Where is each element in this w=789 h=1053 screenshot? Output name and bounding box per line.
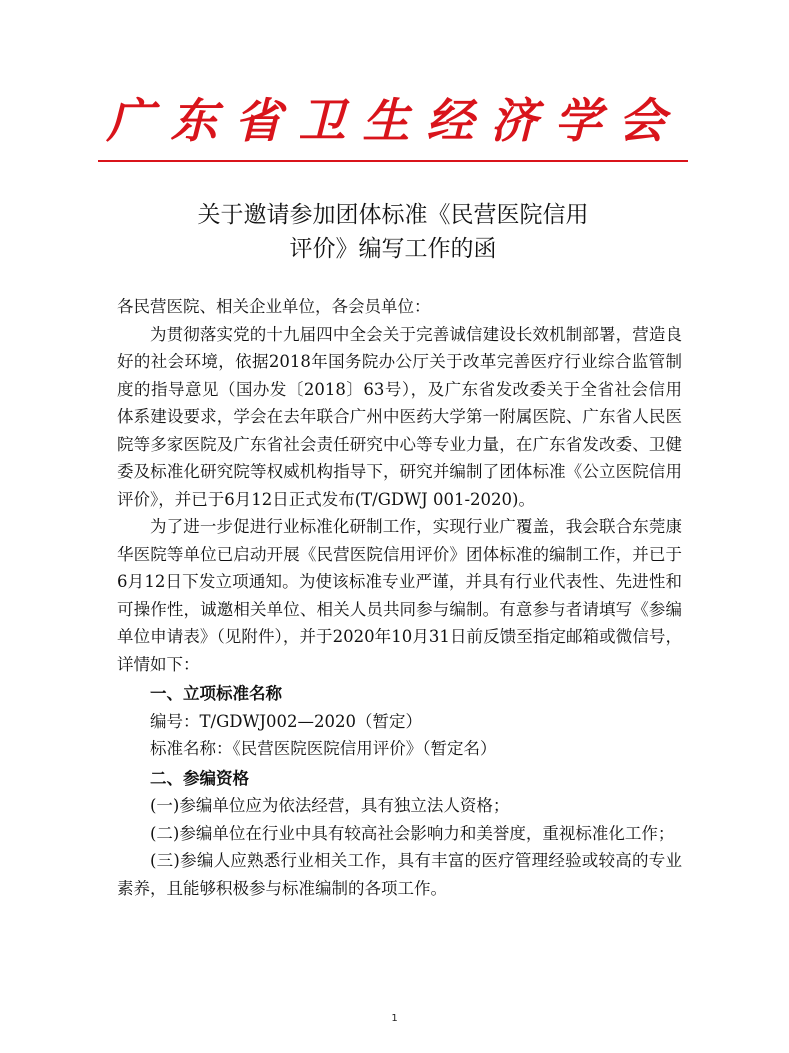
standard-name: 标准名称：《民营医院医院信用评价》（暂定名）	[150, 739, 497, 758]
qualification-item: (二)参编单位在行业中具有较高社会影响力和美誉度，重视标准化工作；	[150, 823, 675, 843]
letter-body	[117, 293, 682, 902]
paragraph-invitation: 为了进一步促进行业标准化研制工作，实现行业广覆盖，我会联合东莞康华医院等单位已启动开展《民营医院信用评价》团体标准的编制工作，并已于6月12日下发立项通知。为使该标准专业严谨，并具有行业代表性、先进性和可操作性，诚邀相关单位、相关人员共同参与编制。有意参与者请填写《参编单位申请表》（见附件），并于2020年10月31日前反馈至指定邮箱或微信号，详情如下：	[117, 517, 682, 674]
letterhead-org-name: 广东省卫生经济学会	[106, 94, 683, 149]
standard-code: 编号：T/GDWJ002—2020（暂定）	[150, 711, 423, 731]
qualification-item: (三)参编人应熟悉行业相关工作，具有丰富的医疗管理经验或较高的专业素养，且能够积极参与标准编制的各项工作。	[117, 851, 682, 898]
paragraph-background: 为贯彻落实党的十九届四中全会关于完善诚信建设长效机制部署，营造良好的社会环境，依据2018年国务院办公厅关于改革完善医疗行业综合监管制度的指导意见（国办发〔2018〕63号），及广东省发改委关于全省社会信用体系建设要求，学会在去年联合广州中医药大学第一附属医院、广东省人民医院等多家医院及广东省社会责任研究中心等专业力量，在广东省发改委、卫健委及标准化研究院等权威机构指导下，研究并编制了团体标准《公立医院信用评价》，并已于6月12日正式发布(T/GDWJ 001-2020)。	[117, 324, 682, 509]
salutation: 各民营医院、相关企业单位，各会员单位：	[117, 297, 431, 316]
document-title-line-2: 评价》编写工作的函	[289, 236, 497, 262]
page-number: 1	[391, 1013, 398, 1024]
letterhead-divider	[98, 160, 688, 162]
section-heading-standard-name: 一、立项标准名称	[150, 684, 282, 703]
document-title	[98, 198, 688, 266]
qualification-item: (一)参编单位应为依法经营，具有独立法人资格；	[150, 796, 510, 815]
document-title-line-1: 关于邀请参加团体标准《民营医院信用	[197, 202, 589, 228]
section-heading-qualification: 二、参编资格	[150, 768, 249, 788]
